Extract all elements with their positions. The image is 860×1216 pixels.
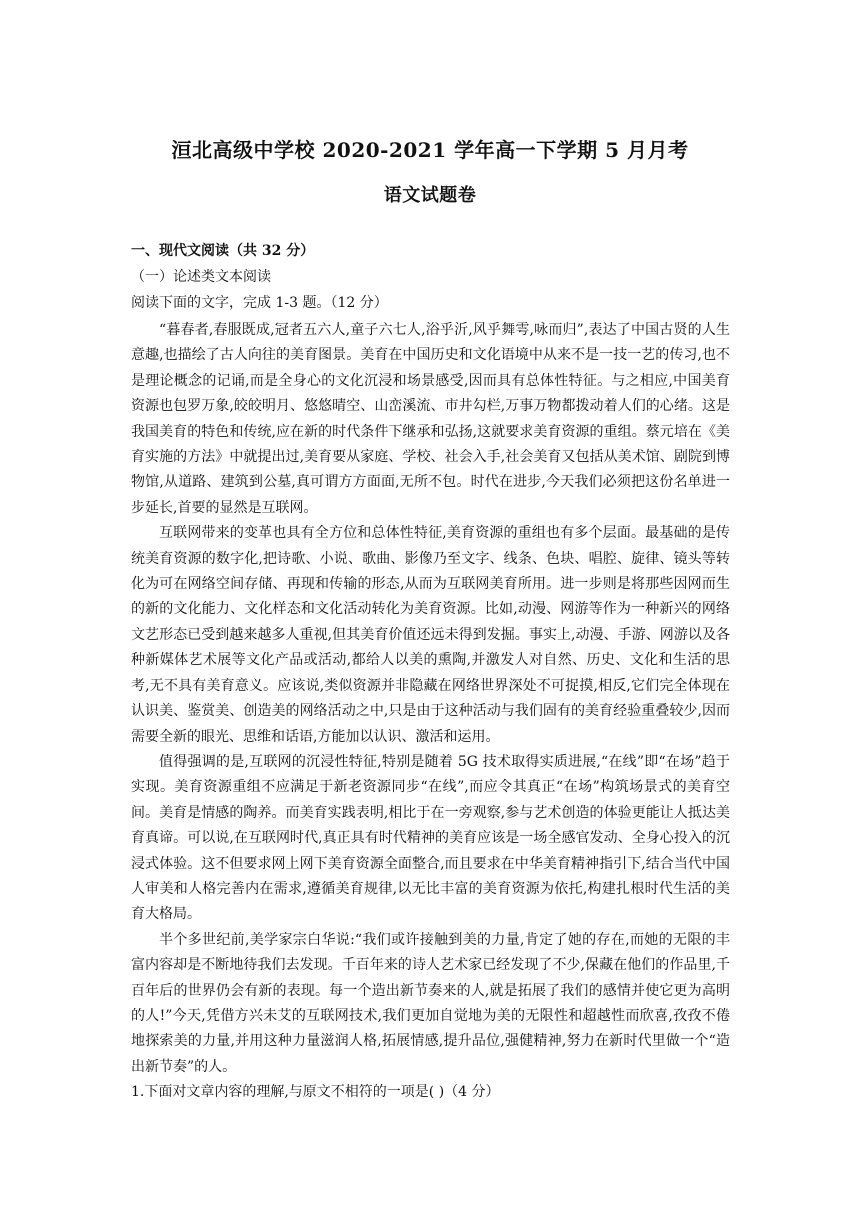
exam-title: 洹北高级中学校 2020-2021 学年高一下学期 5 月月考 (171, 138, 689, 162)
section-heading: 一、现代文阅读（共 32 分） (131, 243, 315, 259)
question-1: 1.下面对文章内容的理解,与原文不相符的一项是( )（4 分） (131, 1084, 500, 1100)
passage-paragraph-4: 半个多世纪前,美学家宗白华说:“我们或许接触到美的力量,肯定了她的存在,而她的无限的丰富内容却是不断地待我们去发现。千百年来的诗人艺术家已经发现了不少,保藏在他们的作品里,千百年后的世界仍会有新的表现。每一个造出新节奏来的人,就是拓展了我们的感情并使它更为高明的人!”今天,凭借方兴未艾的互联网技术,我们更加自觉地为美的无限性和超越性而欣喜,孜孜不倦地探索美的力量,并用这种力量滋润人格,拓展情感,提升品位,强健精神,努力在新时代里做一个“造出新节奏”的人。 (131, 931, 730, 1075)
reading-passage (131, 318, 730, 1080)
passage-paragraph-2: 互联网带来的变革也具有全方位和总体性特征,美育资源的重组也有多个层面。最基础的是传统美育资源的数字化,把诗歌、小说、歌曲、影像乃至文字、线条、色块、唱腔、旋律、镜头等转化为可在网络空间存储、再现和传输的形态,从而为互联网美育所用。进一步则是将那些因网而生的新的文化能力、文化样态和文化活动转化为美育资源。比如,动漫、网游等作为一种新兴的网络文艺形态已受到越来越多人重视,但其美育价值还远未得到发掘。事实上,动漫、手游、网游以及各种新媒体艺术展等文化产品或活动,都给人以美的熏陶,并激发人对自然、历史、文化和生活的思考,无不具有美育意义。应该说,类似资源并非隐藏在网络世界深处不可捉摸,相反,它们完全体现在认识美、鉴赏美、创造美的网络活动之中,只是由于这种活动与我们固有的美育经验重叠较少,因而需要全新的眼光、思维和话语,方能加以认识、激活和运用。 (131, 525, 730, 745)
passage-paragraph-3: 值得强调的是,互联网的沉浸性特征,特别是随着 5G 技术取得实质进展,“在线”即“在场”趋于实现。美育资源重组不应满足于新老资源同步“在线”,而应令其真正“在场”构筑场景式的美育空间。美育是情感的陶养。而美育实践表明,相比于在一旁观察,参与艺术创造的体验更能让人抵达美育真谛。可以说,在互联网时代,真正具有时代精神的美育应该是一场全感官发动、全身心投入的沉浸式体验。这不但要求网上网下美育资源全面整合,而且要求在中华美育精神指引下,结合当代中国人审美和人格完善内在需求,遵循美育规律,以无比丰富的美育资源为依托,构建扎根时代生活的美育大格局。 (131, 753, 730, 923)
exam-subtitle: 语文试题卷 (383, 185, 477, 206)
passage-paragraph-1: “暮春者,春服既成,冠者五六人,童子六七人,浴乎沂,风乎舞雩,咏而归”,表达了中国古贤的人生意趣,也描绘了古人向往的美育图景。美育在中国历史和文化语境中从来不是一技一艺的传习,也不是理论概念的记诵,而是全身心的文化沉浸和场景感受,因而具有总体性特征。与之相应,中国美育资源也包罗万象,皎皎明月、悠悠晴空、山峦溪流、市井勾栏,万事万物都拨动着人们的心绪。这是我国美育的特色和传统,应在新的时代条件下继承和弘扬,这就要求美育资源的重组。蔡元培在《美育实施的方法》中就提出过,美育要从家庭、学校、社会入手,社会美育又包括从美术馆、剧院到博物馆,从道路、建筑到公墓,真可谓方方面面,无所不包。时代在进步,今天我们必须把这份名单进一步延长,首要的显然是互联网。 (131, 322, 730, 516)
reading-instruction: 阅读下面的文字，完成 1-3 题。（12 分） (131, 295, 388, 311)
subsection-heading: （一）论述类文本阅读 (131, 269, 271, 285)
